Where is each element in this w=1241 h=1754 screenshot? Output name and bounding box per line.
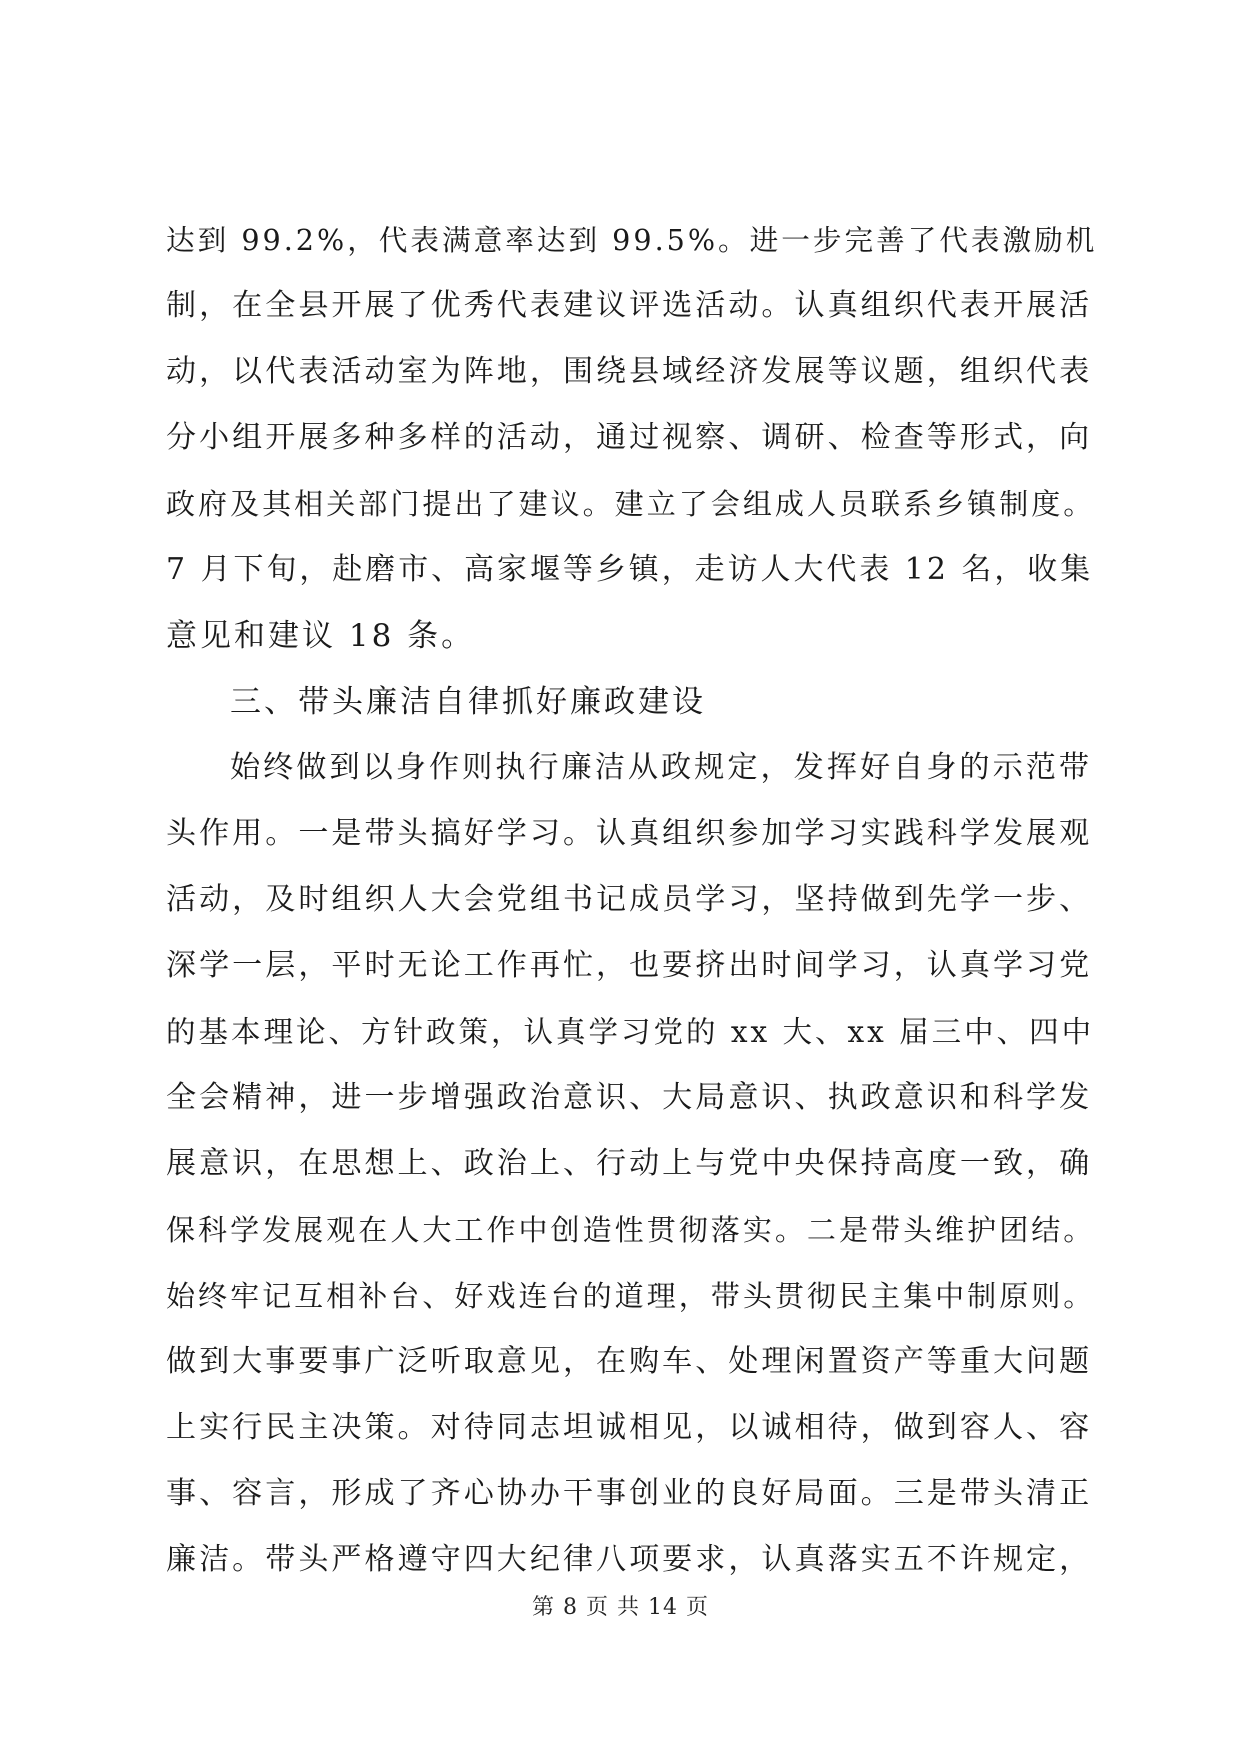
text-line: 做到大事要事广泛听取意见，在购车、处理闲置资产等重大问题: [166, 1344, 1093, 1379]
text-line: 深学一层，平时无论工作再忙，也要挤出时间学习，认真学习党: [166, 948, 1093, 983]
text-line: 始终做到以身作则执行廉洁从政规定，发挥好自身的示范带: [230, 750, 1093, 785]
text-line: 政府及其相关部门提出了建议。建立了会组成人员联系乡镇制度。: [166, 487, 1096, 521]
text-line: 达到 99.2%，代表满意率达到 99.5%。进一步完善了代表激励机: [166, 223, 1098, 257]
text-line: 头作用。一是带头搞好学习。认真组织参加学习实践科学发展观: [166, 816, 1093, 851]
text-line: 上实行民主决策。对待同志坦诚相见，以诚相待，做到容人、容: [166, 1410, 1093, 1445]
text-line: 分小组开展多种多样的活动，通过视察、调研、检查等形式，向: [166, 420, 1093, 455]
text-line: 三、带头廉洁自律抓好廉政建设: [230, 684, 706, 720]
text-line: 保科学发展观在人大工作中创造性贯彻落实。二是带头维护团结。: [166, 1213, 1096, 1247]
body-text: [166, 207, 1098, 1593]
text-line: 意见和建议 18 条。: [166, 618, 476, 654]
text-line: 的基本理论、方针政策，认真学习党的 xx 大、xx 届三中、四中: [166, 1015, 1095, 1049]
text-line: 始终牢记互相补台、好戏连台的道理，带头贯彻民主集中制原则。: [166, 1279, 1096, 1313]
text-line: 廉洁。带头严格遵守四大纪律八项要求，认真落实五不许规定，: [166, 1542, 1093, 1577]
text-line: 事、容言，形成了齐心协办干事创业的良好局面。三是带头清正: [166, 1476, 1093, 1511]
text-line: 活动，及时组织人大会党组书记成员学习，坚持做到先学一步、: [166, 882, 1093, 917]
text-line: 全会精神，进一步增强政治意识、大局意识、执政意识和科学发: [166, 1080, 1093, 1115]
page-footer: 第 8 页 共 14 页: [532, 1595, 709, 1620]
text-line: 制，在全县开展了优秀代表建议评选活动。认真组织代表开展活: [166, 288, 1093, 323]
text-line: 动，以代表活动室为阵地，围绕县域经济发展等议题，组织代表: [166, 354, 1093, 389]
text-line: 展意识，在思想上、政治上、行动上与党中央保持高度一致，确: [166, 1146, 1093, 1181]
text-line: 7 月下旬，赴磨市、高家堰等乡镇，走访人大代表 12 名，收集: [166, 552, 1094, 587]
